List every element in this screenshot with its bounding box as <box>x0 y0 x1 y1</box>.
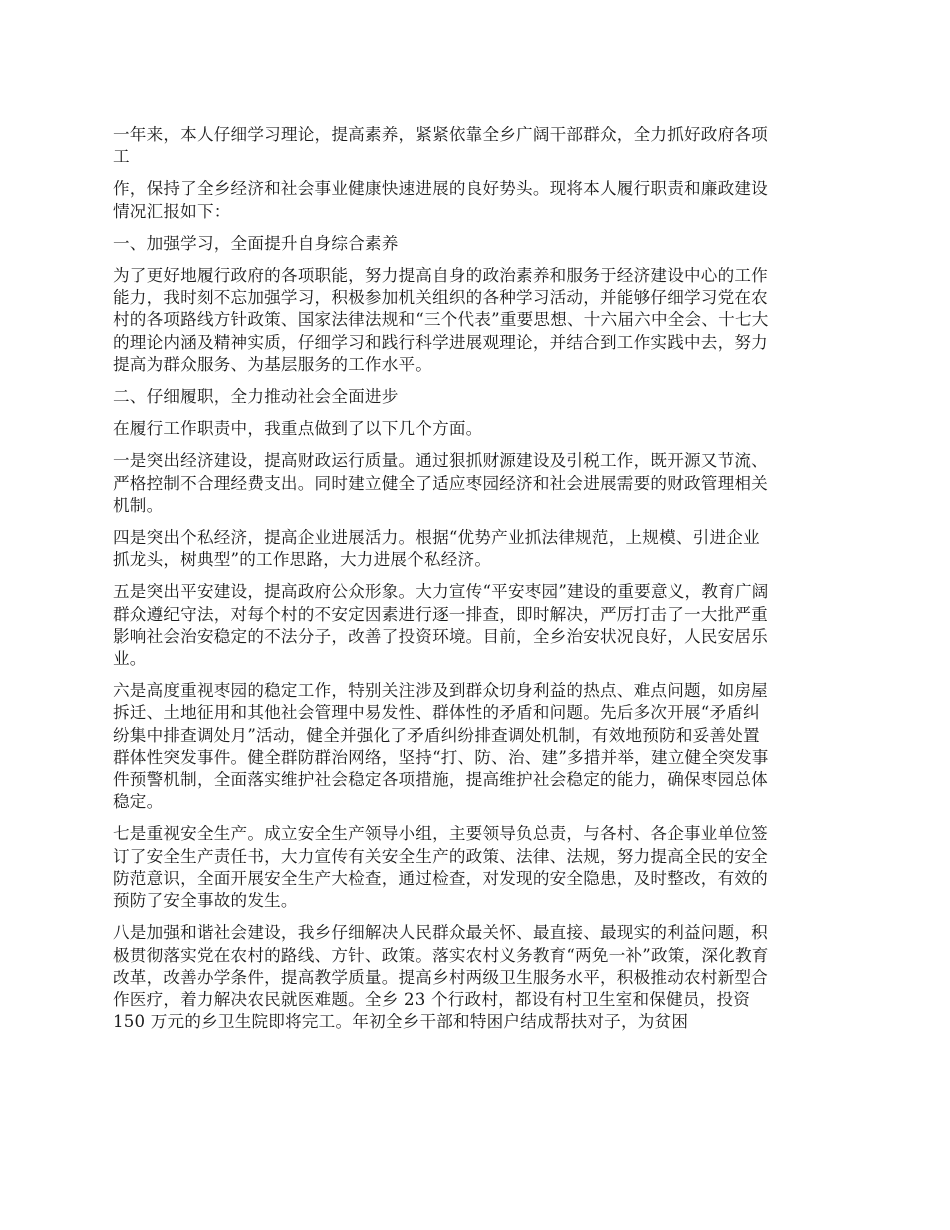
harmonious-society-paragraph: 八是加强和谐社会建设，我乡仔细解决人民群众最关怀、最直接、最现实的利益问题，积 极贯彻落实党在农村的路线、方针、政策。落实农村义务教育“两免一补”政策，深化教育 改革，改善办学条件，提高教学质量。提高乡村两级卫生服务水平，积极推动农村新型合 作医疗，着力解决农民就医难题。全乡 23 个行政村，都设有村卫生室和保健员，投资 150 万元的乡卫生院即将完工。年初全乡干部和特困户结成帮扶对子，为贫困 <box>113 923 769 1032</box>
safety-construction-paragraph: 五是突出平安建设，提高政府公众形象。大力宣传“平安枣园”建设的重要意义，教育广阔 群众遵纪守法，对每个村的不安定因素进行逐一排查，即时解决，严厉打击了一大批严重 影响社会治安稳定的不法分子，改善了投资环境。目前，全乡治安状况良好，人民安居乐 业。 <box>113 582 769 669</box>
intro-paragraph-1: 一年来，本人仔细学习理论，提高素养，紧紧依靠全乡广阔干部群众，全力抓好政府各项 工 <box>113 125 768 167</box>
study-paragraph: 为了更好地履行政府的各项职能，努力提高自身的政治素养和服务于经济建设中心的工作 能力，我时刻不忘加强学习，积极参加机关组织的各种学习活动，并能够仔细学习党在农 村的各项路线方针政策、国家法律法规和“三个代表”重要思想、十六届六中全会、十七大 的理论内涵及精神实质，仔细学习和践行科学进展观理论，并结合到工作实践中去，努力 提高为群众服务、为基层服务的工作水平。 <box>113 266 769 374</box>
intro-paragraph-2: 作，保持了全乡经济和社会事业健康快速进展的良好势头。现将本人履行职责和廉政建设 情况汇报如下： <box>113 179 768 221</box>
duties-intro-paragraph: 在履行工作职责中，我重点做到了以下几个方面。 <box>113 419 483 439</box>
private-economy-paragraph: 四是突出个私经济，提高企业进展活力。根据“优势产业抓法律规范，上规模、引进企业 抓龙头，树典型”的工作思路，大力进展个私经济。 <box>113 528 760 570</box>
stability-paragraph: 六是高度重视枣园的稳定工作，特别关注涉及到群众切身利益的热点、难点问题，如房屋 拆迁、土地征用和其他社会管理中易发性、群体性的矛盾和问题。先后多次开展“矛盾纠 纷集中排查调处月”活动，健全并强化了矛盾纠纷排查调处机制，有效地预防和妥善处置 群体性突发事件。健全群防群治网络，坚持“打、防、治、建”多措并举，建立健全突发事 件预警机制，全面落实维护社会稳定各项措施，提高维护社会稳定的能力，确保枣园总体 稳定。 <box>113 681 769 812</box>
section-heading-duties: 二、仔细履职，全力推动社会全面进步 <box>113 387 399 407</box>
section-heading-study: 一、加强学习，全面提升自身综合素养 <box>113 233 399 253</box>
economy-paragraph: 一是突出经济建设，提高财政运行质量。通过狠抓财源建设及引税工作，既开源又节流、 严格控制不合理经费支出。同时建立健全了适应枣园经济和社会进展需要的财政管理相关 机制。 <box>113 451 768 515</box>
production-safety-paragraph: 七是重视安全生产。成立安全生产领导小组，主要领导负总责，与各村、各企事业单位签 订了安全生产责任书，大力宣传有关安全生产的政策、法律、法规，努力提高全民的安全 防范意识，全面开展安全生产大检查，通过检查，对发现的安全隐患，及时整改，有效的 预防了安全事故的发生。 <box>113 824 768 911</box>
document-body <box>113 124 840 1043</box>
